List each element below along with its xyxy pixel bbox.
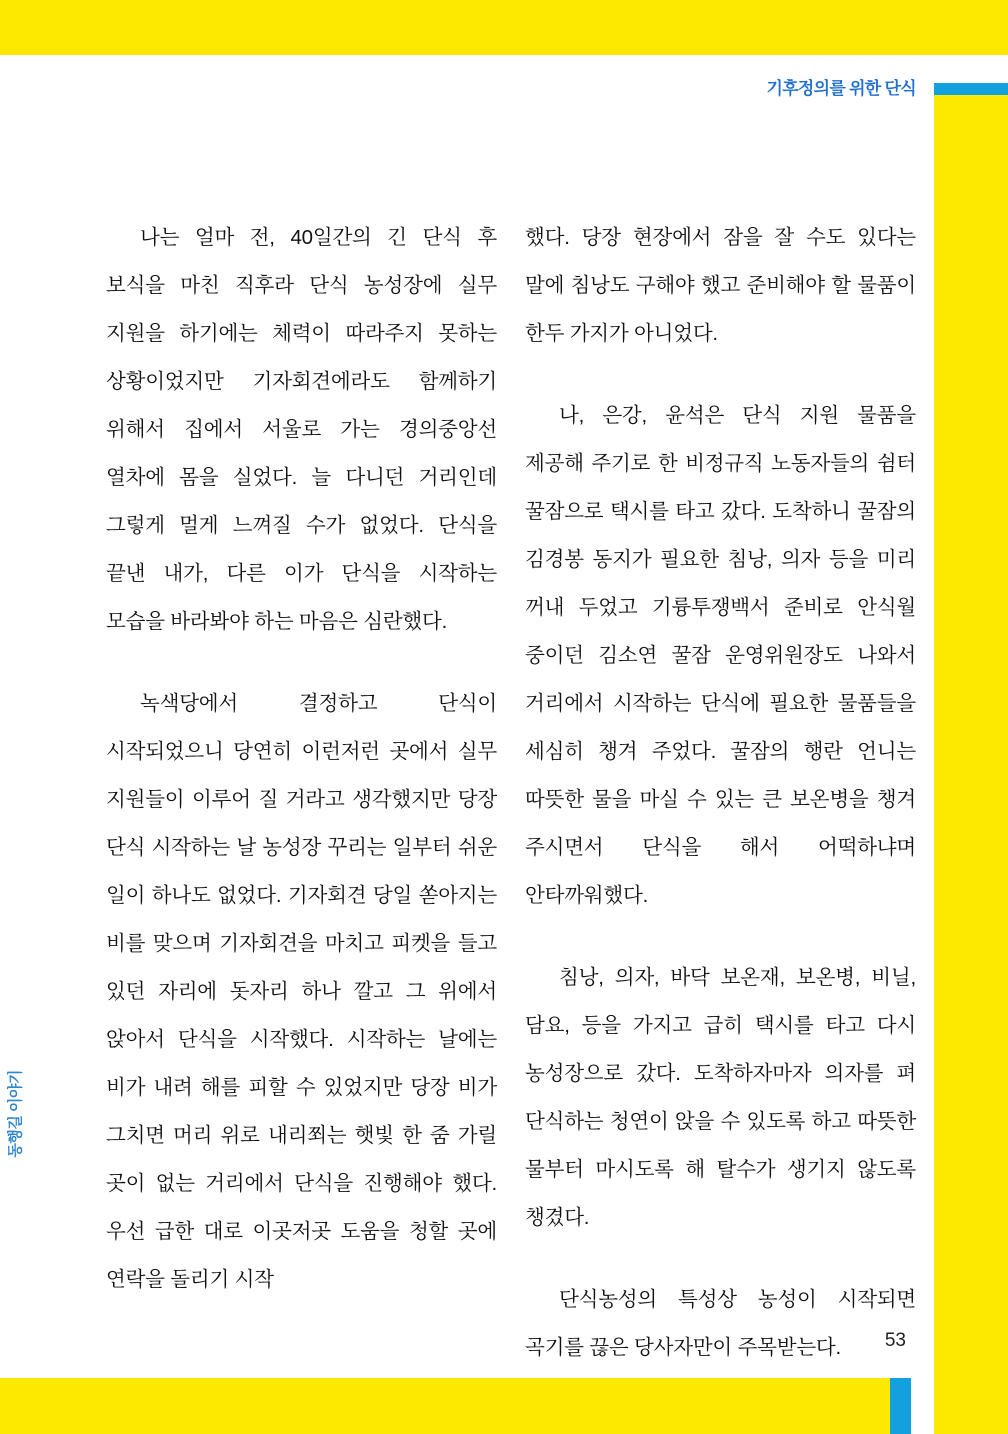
body-columns — [106, 214, 916, 1372]
left-column — [106, 214, 497, 1372]
bottom-yellow-band — [0, 1378, 890, 1434]
side-section-tab-label: 동행길 이야기 — [7, 1070, 25, 1158]
page-number: 53 — [884, 1330, 906, 1351]
top-yellow-band — [0, 0, 1008, 55]
side-section-tab — [2, 1070, 28, 1230]
right-yellow-strip — [934, 95, 1008, 1434]
paragraph: 단식농성의 특성상 농성이 시작되면 곡기를 끊은 당사자만이 주목받는다. — [525, 1288, 916, 1359]
running-header — [600, 74, 916, 99]
paragraph: 했다. 당장 현장에서 잠을 잘 수도 있다는 말에 침낭도 구해야 했고 준비해야 할 물품이 한두 가지가 아니었다. — [525, 226, 916, 345]
running-header-title: 기후정의를 위한 단식 — [766, 79, 916, 98]
bottom-blue-marker — [890, 1378, 911, 1434]
paragraph: 침낭, 의자, 바닥 보온재, 보온병, 비닐, 담요, 등을 가지고 급히 택시를 타고 다시 농성장으로 갔다. 도착하자마자 의자를 펴 단식하는 청연이 앉을 수 있도록 하고 따뜻한 물부터 마시도록 해 탈수가 생기지 않도록 챙겼다. — [525, 966, 916, 1229]
paragraph: 나는 얼마 전, 40일간의 긴 단식 후 보식을 마친 직후라 단식 농성장에 실무 지원을 하기에는 체력이 따라주지 못하는 상황이었지만 기자회견에라도 함께하기 위해서 집에서 서울로 가는 경의중앙선 열차에 몸을 실었다. 늘 다니던 거리인데 그렇게 멀게 느껴질 수가 없었다. 단식을 끝낸 내가, 다른 이가 단식을 시작하는 모습을 바라봐야 하는 마음은 심란했다. — [106, 226, 497, 633]
right-column — [525, 214, 916, 1372]
paragraph: 나, 은강, 윤석은 단식 지원 물품을 제공해 주기로 한 비정규직 노동자들의 쉼터 꿀잠으로 택시를 타고 갔다. 도착하니 꿀잠의 김경봉 동지가 필요한 침낭, 의자 등을 미리 꺼내 두었고 기륭투쟁백서 준비로 안식월 중이던 김소연 꿀잠 운영위원장도 나와서 거리에서 시작하는 단식에 필요한 물품들을 세심히 챙겨 주었다. 꿀잠의 행란 언니는 따뜻한 물을 마실 수 있는 큰 보온병을 챙겨 주시면서 단식을 해서 어떡하냐며 안타까워했다. — [525, 404, 916, 907]
paragraph: 녹색당에서 결정하고 단식이 시작되었으니 당연히 이런저런 곳에서 실무 지원들이 이루어 질 거라고 생각했지만 당장 단식 시작하는 날 농성장 꾸리는 일부터 쉬운 일이 하나도 없었다. 기자회견 당일 쏟아지는 비를 맞으며 기자회견을 마치고 피켓을 들고 있던 자리에 돗자리 하나 깔고 그 위에서 앉아서 단식을 시작했다. 시작하는 날에는 비가 내려 해를 피할 수 있었지만 당장 비가 그치면 머리 위로 내리쬐는 햇빛 한 줌 가릴 곳이 없는 거리에서 단식을 진행해야 했다. 우선 급한 대로 이곳저곳 도움을 청할 곳에 연락을 돌리기 시작 — [106, 692, 497, 1291]
